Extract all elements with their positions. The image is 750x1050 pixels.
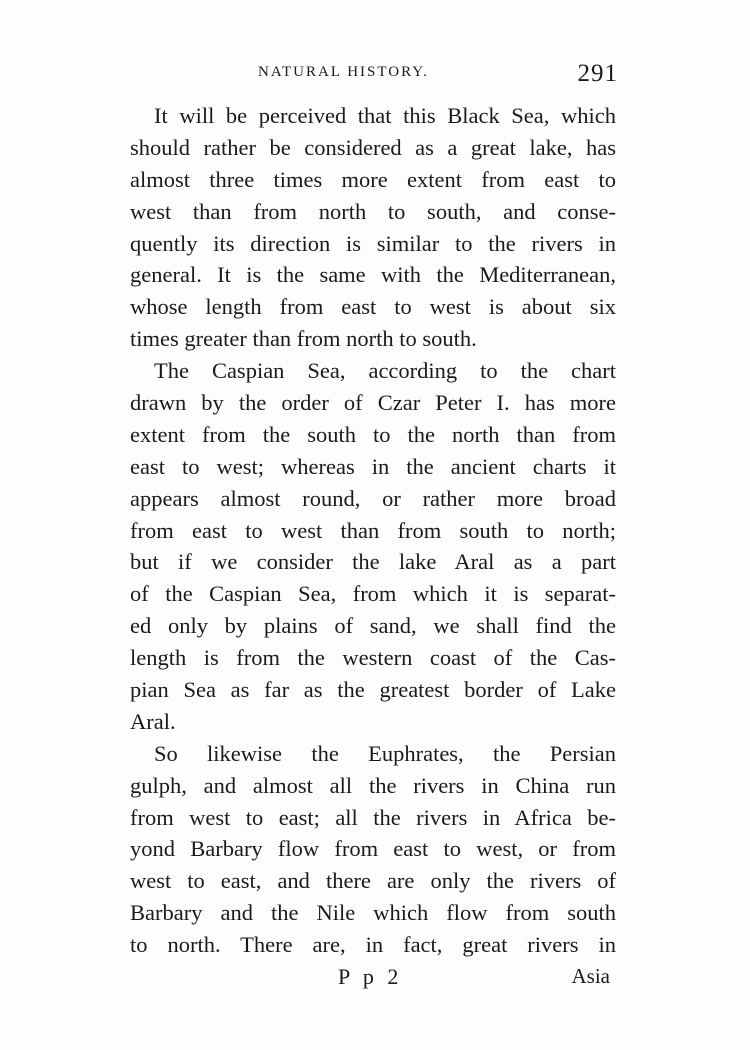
text-line: should rather be considered as a great lake, has xyxy=(130,134,616,160)
text-line: The Caspian Sea, according to the chart xyxy=(154,358,616,384)
text-line: from east to west than from south to north; xyxy=(130,517,616,543)
running-head: NATURAL HISTORY. xyxy=(258,64,429,80)
text-line: length is from the western coast of the Cas- xyxy=(130,645,616,671)
paragraph-caspian-sea xyxy=(130,355,616,738)
text-line: from west to east; all the rivers in Africa be- xyxy=(130,804,616,830)
text-line: It will be perceived that this Black Sea, which xyxy=(154,103,616,128)
text-line: quently its direction is similar to the rivers in xyxy=(130,230,616,256)
text-line: of the Caspian Sea, from which it is separat- xyxy=(130,581,616,607)
paragraph-black-sea xyxy=(130,100,616,355)
page-footer xyxy=(130,964,616,998)
text-line: whose length from east to west is about six xyxy=(130,294,616,320)
paragraph-euphrates xyxy=(130,738,616,961)
text-line: west to east, and there are only the rivers of xyxy=(130,868,616,894)
text-line: almost three times more extent from east to xyxy=(130,166,616,192)
text-line: drawn by the order of Czar Peter I. has more xyxy=(130,390,616,416)
text-line: east to west; whereas in the ancient charts it xyxy=(130,453,616,479)
text-line: times greater than from north to south. xyxy=(130,326,477,352)
text-line: pian Sea as far as the greatest border of Lake xyxy=(130,677,616,703)
signature-mark: P p 2 xyxy=(338,964,403,989)
text-line: So likewise the Euphrates, the Persian xyxy=(154,740,616,766)
text-line: ed only by plains of sand, we shall find the xyxy=(130,613,616,639)
text-line: west than from north to south, and conse- xyxy=(130,198,616,224)
text-line: yond Barbary flow from east to west, or from xyxy=(130,836,616,862)
text-line: to north. There are, in fact, great rivers in xyxy=(130,932,616,958)
body-text xyxy=(130,100,616,961)
text-line: Barbary and the Nile which flow from south xyxy=(130,900,616,926)
text-line: Aral. xyxy=(130,708,176,734)
catchword: Asia xyxy=(571,964,610,988)
page-number: 291 xyxy=(577,60,618,87)
text-line: appears almost round, or rather more broad xyxy=(130,485,616,511)
page-header xyxy=(258,62,628,92)
text-line: but if we consider the lake Aral as a part xyxy=(130,549,616,575)
text-line: general. It is the same with the Mediterranean, xyxy=(130,262,616,288)
text-line: gulph, and almost all the rivers in China run xyxy=(130,772,616,798)
text-line: extent from the south to the north than from xyxy=(130,421,616,447)
